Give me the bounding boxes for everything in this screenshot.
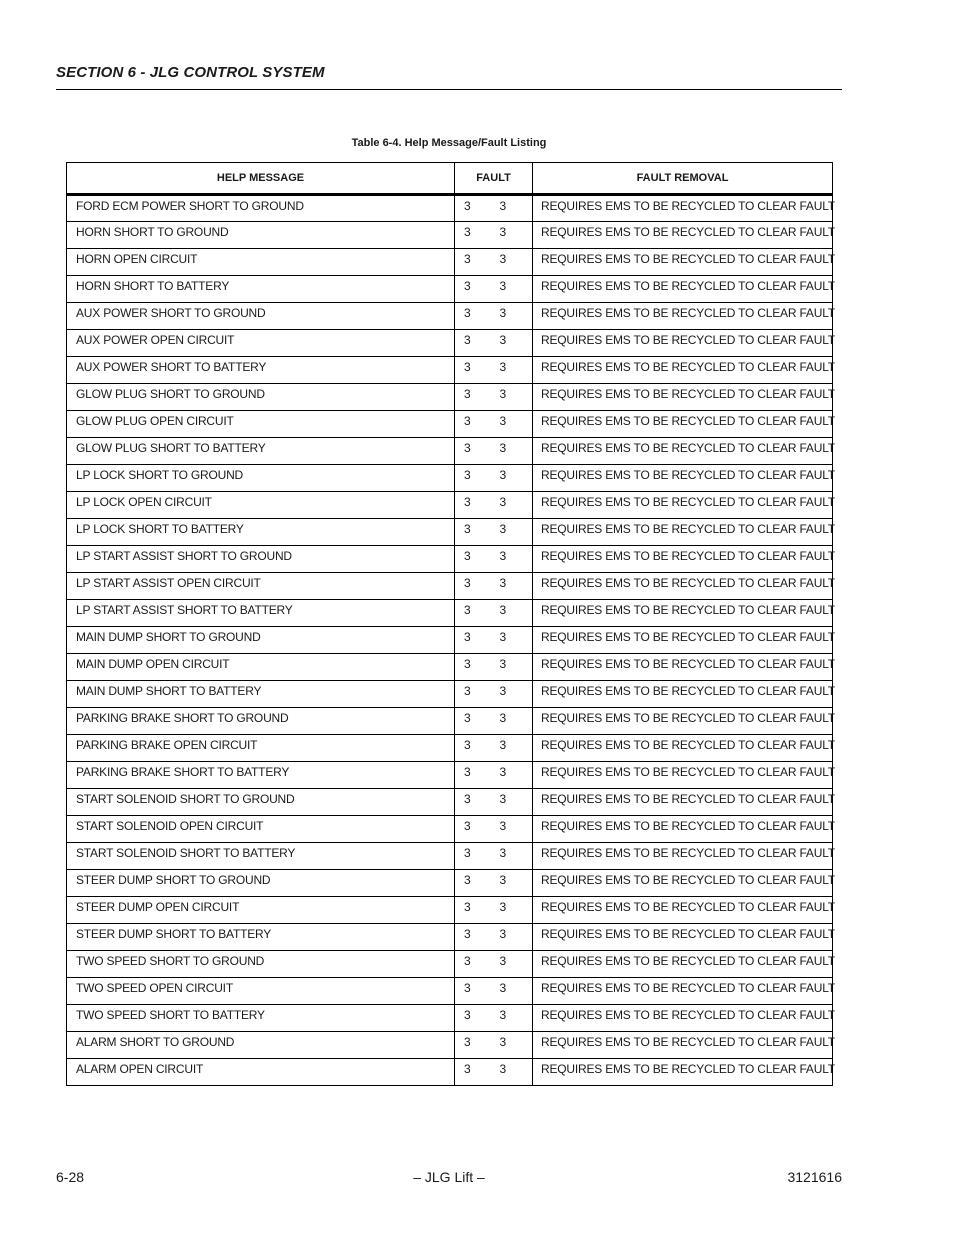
footer-center-text: – JLG Lift – — [413, 1169, 485, 1185]
fault-code-secondary: 3 — [499, 873, 506, 887]
fault-code-primary: 3 — [464, 387, 471, 401]
fault-code-secondary: 3 — [499, 1008, 506, 1022]
fault-removal-cell: REQUIRES EMS TO BE RECYCLED TO CLEAR FAULT — [533, 276, 833, 303]
help-message-cell: TWO SPEED SHORT TO GROUND — [67, 951, 455, 978]
fault-code-cell — [455, 384, 533, 411]
fault-code-primary: 3 — [464, 576, 471, 590]
fault-code-primary: 3 — [464, 819, 471, 833]
fault-removal-cell: REQUIRES EMS TO BE RECYCLED TO CLEAR FAULT — [533, 573, 833, 600]
fault-removal-cell: REQUIRES EMS TO BE RECYCLED TO CLEAR FAULT — [533, 492, 833, 519]
fault-code-secondary: 3 — [499, 468, 506, 482]
help-message-cell: STEER DUMP SHORT TO GROUND — [67, 870, 455, 897]
column-header-help-message: HELP MESSAGE — [67, 163, 455, 195]
fault-code-primary: 3 — [464, 927, 471, 941]
help-message-cell: AUX POWER OPEN CIRCUIT — [67, 330, 455, 357]
fault-code-secondary: 3 — [499, 387, 506, 401]
fault-code-cell — [455, 1059, 533, 1086]
table-row — [67, 978, 833, 1005]
fault-code-cell — [455, 195, 533, 222]
fault-code-primary: 3 — [464, 549, 471, 563]
help-message-cell: GLOW PLUG SHORT TO BATTERY — [67, 438, 455, 465]
fault-removal-cell: REQUIRES EMS TO BE RECYCLED TO CLEAR FAULT — [533, 357, 833, 384]
fault-removal-cell: REQUIRES EMS TO BE RECYCLED TO CLEAR FAULT — [533, 222, 833, 249]
fault-code-secondary: 3 — [499, 981, 506, 995]
fault-code-primary: 3 — [464, 495, 471, 509]
fault-code-primary: 3 — [464, 657, 471, 671]
fault-code-cell — [455, 789, 533, 816]
fault-removal-cell: REQUIRES EMS TO BE RECYCLED TO CLEAR FAULT — [533, 762, 833, 789]
fault-code-secondary: 3 — [499, 333, 506, 347]
help-message-cell: LP LOCK SHORT TO GROUND — [67, 465, 455, 492]
fault-code-primary: 3 — [464, 199, 471, 213]
fault-code-primary: 3 — [464, 900, 471, 914]
fault-code-cell — [455, 816, 533, 843]
fault-removal-cell: REQUIRES EMS TO BE RECYCLED TO CLEAR FAULT — [533, 1032, 833, 1059]
fault-code-cell — [455, 843, 533, 870]
fault-removal-cell: REQUIRES EMS TO BE RECYCLED TO CLEAR FAULT — [533, 411, 833, 438]
fault-code-primary: 3 — [464, 468, 471, 482]
fault-code-cell — [455, 1032, 533, 1059]
fault-removal-cell: REQUIRES EMS TO BE RECYCLED TO CLEAR FAULT — [533, 816, 833, 843]
fault-code-primary: 3 — [464, 414, 471, 428]
table-row — [67, 654, 833, 681]
fault-code-primary: 3 — [464, 792, 471, 806]
help-message-cell: HORN OPEN CIRCUIT — [67, 249, 455, 276]
fault-removal-cell: REQUIRES EMS TO BE RECYCLED TO CLEAR FAULT — [533, 465, 833, 492]
table-row — [67, 411, 833, 438]
fault-code-secondary: 3 — [499, 738, 506, 752]
help-message-cell: STEER DUMP SHORT TO BATTERY — [67, 924, 455, 951]
table-row — [67, 627, 833, 654]
help-message-cell: LP LOCK SHORT TO BATTERY — [67, 519, 455, 546]
fault-removal-cell: REQUIRES EMS TO BE RECYCLED TO CLEAR FAULT — [533, 519, 833, 546]
table-row — [67, 708, 833, 735]
fault-removal-cell: REQUIRES EMS TO BE RECYCLED TO CLEAR FAULT — [533, 384, 833, 411]
fault-code-primary: 3 — [464, 279, 471, 293]
table-row — [67, 222, 833, 249]
fault-code-secondary: 3 — [499, 576, 506, 590]
table-row — [67, 681, 833, 708]
fault-removal-cell: REQUIRES EMS TO BE RECYCLED TO CLEAR FAULT — [533, 870, 833, 897]
table-title: Table 6-4. Help Message/Fault Listing — [351, 137, 547, 149]
page-number: 6-28 — [56, 1169, 85, 1185]
fault-removal-cell: REQUIRES EMS TO BE RECYCLED TO CLEAR FAULT — [533, 708, 833, 735]
fault-removal-cell: REQUIRES EMS TO BE RECYCLED TO CLEAR FAULT — [533, 681, 833, 708]
fault-code-secondary: 3 — [499, 1035, 506, 1049]
table-row — [67, 303, 833, 330]
fault-code-cell — [455, 681, 533, 708]
fault-code-primary: 3 — [464, 954, 471, 968]
fault-code-secondary: 3 — [499, 441, 506, 455]
fault-code-secondary: 3 — [499, 792, 506, 806]
table-row — [67, 816, 833, 843]
fault-code-cell — [455, 276, 533, 303]
help-message-cell: FORD ECM POWER SHORT TO GROUND — [67, 195, 455, 222]
table-row — [67, 195, 833, 222]
fault-code-secondary: 3 — [499, 225, 506, 239]
help-message-cell: MAIN DUMP SHORT TO GROUND — [67, 627, 455, 654]
help-message-cell: TWO SPEED SHORT TO BATTERY — [67, 1005, 455, 1032]
fault-code-primary: 3 — [464, 1062, 471, 1076]
help-message-cell: LP START ASSIST SHORT TO BATTERY — [67, 600, 455, 627]
fault-code-primary: 3 — [464, 333, 471, 347]
help-message-cell: LP LOCK OPEN CIRCUIT — [67, 492, 455, 519]
fault-removal-cell: REQUIRES EMS TO BE RECYCLED TO CLEAR FAULT — [533, 924, 833, 951]
help-message-cell: PARKING BRAKE SHORT TO BATTERY — [67, 762, 455, 789]
fault-removal-cell: REQUIRES EMS TO BE RECYCLED TO CLEAR FAULT — [533, 330, 833, 357]
fault-code-secondary: 3 — [499, 684, 506, 698]
fault-code-secondary: 3 — [499, 414, 506, 428]
table-row — [67, 492, 833, 519]
fault-code-primary: 3 — [464, 522, 471, 536]
table-header-row — [67, 163, 833, 195]
fault-code-secondary: 3 — [499, 1062, 506, 1076]
help-message-cell: START SOLENOID SHORT TO GROUND — [67, 789, 455, 816]
help-message-cell: PARKING BRAKE OPEN CIRCUIT — [67, 735, 455, 762]
help-message-cell: AUX POWER SHORT TO BATTERY — [67, 357, 455, 384]
fault-removal-cell: REQUIRES EMS TO BE RECYCLED TO CLEAR FAULT — [533, 843, 833, 870]
fault-code-cell — [455, 762, 533, 789]
fault-code-secondary: 3 — [499, 603, 506, 617]
fault-code-cell — [455, 897, 533, 924]
help-message-cell: HORN SHORT TO BATTERY — [67, 276, 455, 303]
help-message-cell: GLOW PLUG SHORT TO GROUND — [67, 384, 455, 411]
fault-code-primary: 3 — [464, 252, 471, 266]
fault-code-cell — [455, 357, 533, 384]
fault-code-secondary: 3 — [499, 630, 506, 644]
table-row — [67, 762, 833, 789]
fault-removal-cell: REQUIRES EMS TO BE RECYCLED TO CLEAR FAULT — [533, 1059, 833, 1086]
help-message-cell: MAIN DUMP SHORT TO BATTERY — [67, 681, 455, 708]
header-divider — [56, 89, 842, 90]
fault-removal-cell: REQUIRES EMS TO BE RECYCLED TO CLEAR FAULT — [533, 735, 833, 762]
table-row — [67, 1032, 833, 1059]
table-row — [67, 519, 833, 546]
fault-removal-cell: REQUIRES EMS TO BE RECYCLED TO CLEAR FAULT — [533, 249, 833, 276]
fault-removal-cell: REQUIRES EMS TO BE RECYCLED TO CLEAR FAULT — [533, 438, 833, 465]
fault-code-primary: 3 — [464, 630, 471, 644]
section-header: SECTION 6 - JLG CONTROL SYSTEM — [56, 64, 325, 81]
fault-code-secondary: 3 — [499, 657, 506, 671]
help-message-cell: ALARM SHORT TO GROUND — [67, 1032, 455, 1059]
help-message-cell: START SOLENOID OPEN CIRCUIT — [67, 816, 455, 843]
help-message-cell: LP START ASSIST SHORT TO GROUND — [67, 546, 455, 573]
fault-code-cell — [455, 600, 533, 627]
fault-code-cell — [455, 411, 533, 438]
fault-code-cell — [455, 654, 533, 681]
fault-code-secondary: 3 — [499, 846, 506, 860]
fault-code-secondary: 3 — [499, 360, 506, 374]
table-row — [67, 600, 833, 627]
fault-code-primary: 3 — [464, 981, 471, 995]
table-row — [67, 843, 833, 870]
fault-code-cell — [455, 924, 533, 951]
fault-removal-cell: REQUIRES EMS TO BE RECYCLED TO CLEAR FAULT — [533, 600, 833, 627]
fault-code-cell — [455, 465, 533, 492]
fault-code-primary: 3 — [464, 441, 471, 455]
fault-code-secondary: 3 — [499, 306, 506, 320]
help-message-cell: TWO SPEED OPEN CIRCUIT — [67, 978, 455, 1005]
table-row — [67, 357, 833, 384]
fault-code-cell — [455, 978, 533, 1005]
fault-code-cell — [455, 573, 533, 600]
fault-removal-cell: REQUIRES EMS TO BE RECYCLED TO CLEAR FAULT — [533, 654, 833, 681]
fault-code-secondary: 3 — [499, 765, 506, 779]
fault-code-cell — [455, 303, 533, 330]
fault-removal-cell: REQUIRES EMS TO BE RECYCLED TO CLEAR FAULT — [533, 303, 833, 330]
table-row — [67, 1059, 833, 1086]
fault-code-cell — [455, 951, 533, 978]
fault-code-secondary: 3 — [499, 522, 506, 536]
fault-code-primary: 3 — [464, 1008, 471, 1022]
help-message-cell: GLOW PLUG OPEN CIRCUIT — [67, 411, 455, 438]
table-body — [67, 195, 833, 1086]
fault-code-secondary: 3 — [499, 900, 506, 914]
fault-code-secondary: 3 — [499, 711, 506, 725]
fault-code-primary: 3 — [464, 225, 471, 239]
table-row — [67, 249, 833, 276]
column-header-fault-removal: FAULT REMOVAL — [533, 163, 833, 195]
document-number: 3121616 — [787, 1169, 842, 1185]
help-message-cell: PARKING BRAKE SHORT TO GROUND — [67, 708, 455, 735]
fault-code-primary: 3 — [464, 711, 471, 725]
fault-code-secondary: 3 — [499, 199, 506, 213]
fault-code-cell — [455, 249, 533, 276]
table-row — [67, 573, 833, 600]
fault-removal-cell: REQUIRES EMS TO BE RECYCLED TO CLEAR FAULT — [533, 1005, 833, 1032]
fault-code-cell — [455, 708, 533, 735]
fault-code-cell — [455, 546, 533, 573]
fault-code-cell — [455, 519, 533, 546]
table-row — [67, 924, 833, 951]
fault-removal-cell: REQUIRES EMS TO BE RECYCLED TO CLEAR FAULT — [533, 789, 833, 816]
fault-code-primary: 3 — [464, 1035, 471, 1049]
fault-removal-cell: REQUIRES EMS TO BE RECYCLED TO CLEAR FAULT — [533, 627, 833, 654]
fault-code-secondary: 3 — [499, 279, 506, 293]
help-message-cell: AUX POWER SHORT TO GROUND — [67, 303, 455, 330]
table-row — [67, 546, 833, 573]
table-row — [67, 897, 833, 924]
fault-removal-cell: REQUIRES EMS TO BE RECYCLED TO CLEAR FAULT — [533, 951, 833, 978]
column-header-fault: FAULT — [455, 163, 533, 195]
fault-code-primary: 3 — [464, 684, 471, 698]
fault-code-primary: 3 — [464, 306, 471, 320]
fault-code-secondary: 3 — [499, 495, 506, 509]
fault-removal-cell: REQUIRES EMS TO BE RECYCLED TO CLEAR FAULT — [533, 978, 833, 1005]
help-message-cell: HORN SHORT TO GROUND — [67, 222, 455, 249]
table-row — [67, 870, 833, 897]
table-row — [67, 438, 833, 465]
help-message-cell: MAIN DUMP OPEN CIRCUIT — [67, 654, 455, 681]
help-message-cell: START SOLENOID SHORT TO BATTERY — [67, 843, 455, 870]
fault-code-secondary: 3 — [499, 954, 506, 968]
table-row — [67, 384, 833, 411]
table-row — [67, 465, 833, 492]
fault-code-primary: 3 — [464, 738, 471, 752]
table-row — [67, 951, 833, 978]
fault-code-cell — [455, 438, 533, 465]
fault-code-secondary: 3 — [499, 927, 506, 941]
fault-code-cell — [455, 870, 533, 897]
table-row — [67, 330, 833, 357]
fault-code-primary: 3 — [464, 765, 471, 779]
table-row — [67, 789, 833, 816]
fault-removal-cell: REQUIRES EMS TO BE RECYCLED TO CLEAR FAULT — [533, 546, 833, 573]
help-message-cell: ALARM OPEN CIRCUIT — [67, 1059, 455, 1086]
fault-code-primary: 3 — [464, 873, 471, 887]
help-message-cell: LP START ASSIST OPEN CIRCUIT — [67, 573, 455, 600]
fault-code-secondary: 3 — [499, 819, 506, 833]
fault-code-cell — [455, 1005, 533, 1032]
table-row — [67, 735, 833, 762]
fault-code-secondary: 3 — [499, 252, 506, 266]
help-message-cell: STEER DUMP OPEN CIRCUIT — [67, 897, 455, 924]
fault-removal-cell: REQUIRES EMS TO BE RECYCLED TO CLEAR FAULT — [533, 195, 833, 222]
fault-code-cell — [455, 627, 533, 654]
fault-code-primary: 3 — [464, 603, 471, 617]
fault-code-cell — [455, 330, 533, 357]
table-row — [67, 1005, 833, 1032]
fault-table — [66, 162, 833, 1086]
table-row — [67, 276, 833, 303]
fault-code-cell — [455, 492, 533, 519]
fault-code-secondary: 3 — [499, 549, 506, 563]
fault-code-primary: 3 — [464, 360, 471, 374]
fault-code-cell — [455, 222, 533, 249]
fault-code-cell — [455, 735, 533, 762]
fault-removal-cell: REQUIRES EMS TO BE RECYCLED TO CLEAR FAULT — [533, 897, 833, 924]
fault-code-primary: 3 — [464, 846, 471, 860]
